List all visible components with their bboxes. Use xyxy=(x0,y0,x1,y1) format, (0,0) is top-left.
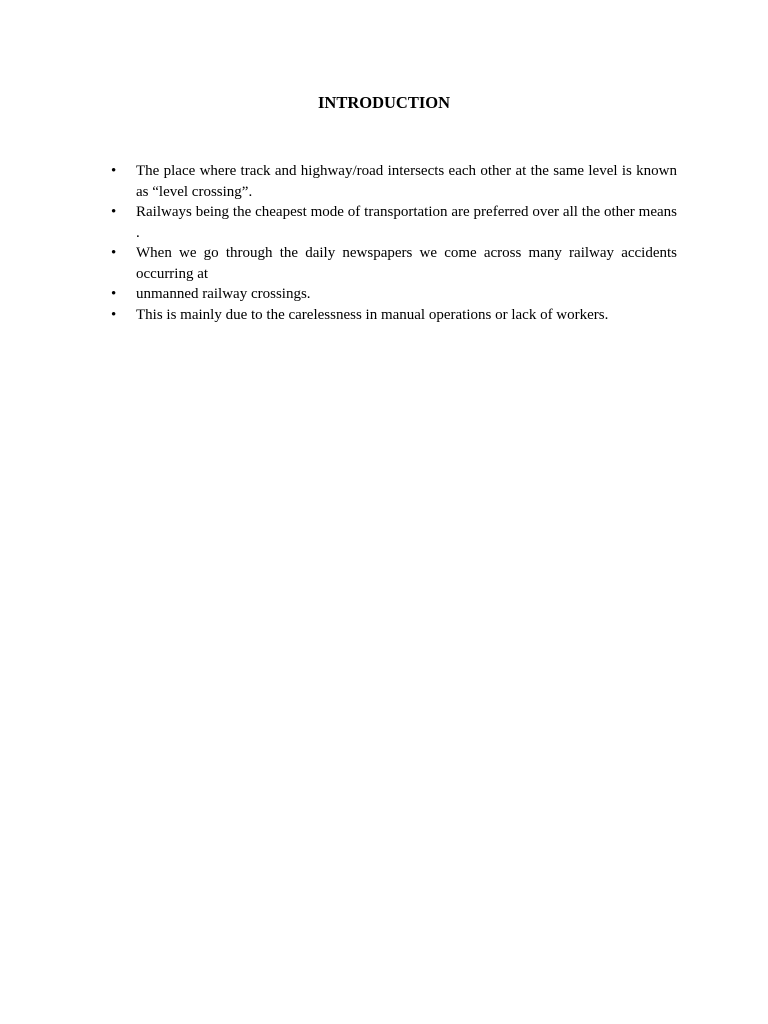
list-item xyxy=(111,161,677,202)
list-item xyxy=(111,243,677,284)
bullet-icon: • xyxy=(111,163,117,179)
list-item-text: This is mainly due to the carelessness in manual operations or lack of workers. xyxy=(136,306,609,323)
bullet-icon: • xyxy=(111,286,117,302)
list-item xyxy=(111,284,677,305)
bullet-icon: • xyxy=(111,245,117,261)
list-item xyxy=(111,305,677,326)
list-item-text: Railways being the cheapest mode of transportation are preferred over all the other means xyxy=(136,204,677,220)
list-item-text: The place where track and highway/road intersects each other at the same level is known xyxy=(136,163,677,179)
list-item-text: When we go through the daily newspapers we come across many railway accidents xyxy=(136,245,677,261)
list-item-text: unmanned railway crossings. xyxy=(136,286,311,302)
page-title: INTRODUCTION xyxy=(317,93,451,112)
list-item-text: occurring at xyxy=(136,265,209,282)
bullet-icon: • xyxy=(111,204,117,220)
bullet-list xyxy=(0,161,768,325)
bullet-icon: • xyxy=(111,306,117,323)
list-item-text: as “level crossing”. xyxy=(136,183,253,200)
list-item xyxy=(111,202,677,243)
list-item-text: . xyxy=(136,224,140,241)
